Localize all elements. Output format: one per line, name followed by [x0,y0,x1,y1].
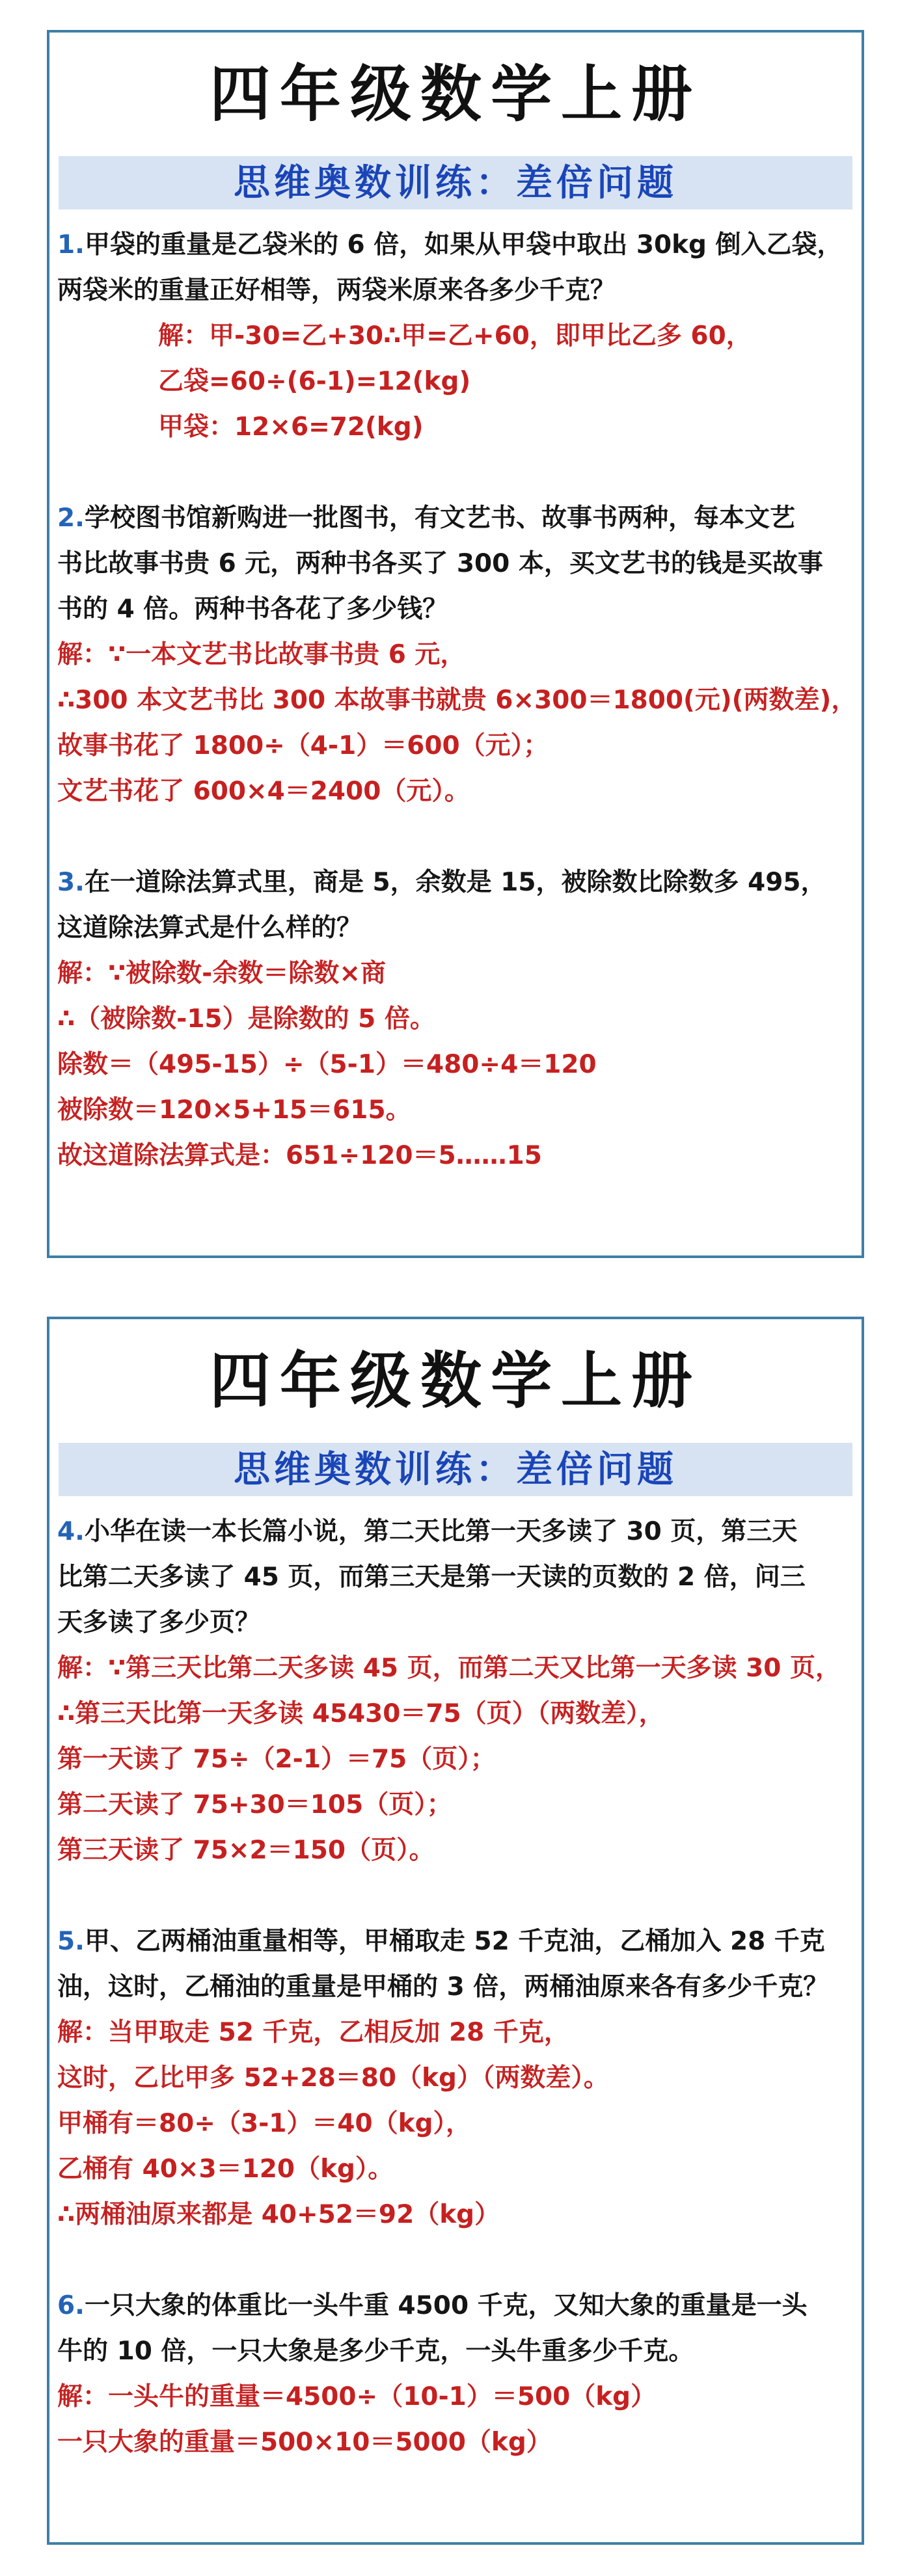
answer-line: 甲袋：12×6=72(kg) [158,412,424,442]
question-line: 两袋米的重量正好相等，两袋米原来各多少千克？ [57,276,616,305]
answer-line: 文艺书花了 600×4＝2400（元）。 [57,777,470,806]
answer-line: 故事书花了 1800÷（4-1）＝600（元）； [57,731,549,760]
answer-line: 解：∵第三天比第二天多读 45 页，而第二天又比第一天多读 30 页， [57,1654,841,1683]
question-line: 书比故事书贵 6 元，两种书各买了 300 本，买文艺书的钱是买故事 [57,549,823,578]
answer-line: 解：甲-30=乙+30∴甲=乙+60，即甲比乙多 60， [158,321,752,351]
question-line: 牛的 10 倍，一只大象是多少千克，一头牛重多少千克。 [57,2337,694,2366]
question-line: 油，这时，乙桶油的重量是甲桶的 3 倍，两桶油原来各有多少千克？ [57,1972,829,2002]
worksheet-card-1 [47,30,864,1258]
question-line: 2.学校图书馆新购进一批图书，有文艺书、故事书两种，每本文艺 [57,503,795,533]
question-line: 6.一只大象的体重比一头牛重 4500 千克，又知大象的重量是一头 [57,2291,808,2320]
question-line: 3.在一道除法算式里，商是 5，余数是 15，被除数比除数多 495， [57,868,826,897]
answer-line: 甲桶有＝80÷（3-1）＝40（kg）， [57,2109,472,2138]
question-line: 5.甲、乙两桶油重量相等，甲桶取走 52 千克油，乙桶加入 28 千克 [57,1927,825,1956]
problem-1 [57,222,854,450]
problem-3 [57,860,854,1179]
answer-line: 这时，乙比甲多 52+28＝80（kg）（两数差）。 [57,2063,609,2093]
question-line: 天多读了多少页？ [57,1608,261,1637]
answer-line: 解：一头牛的重量＝4500÷（10-1）＝500（kg） [57,2382,657,2411]
answer-line: 被除数＝120×5+15＝615。 [57,1095,411,1125]
section-subtitle: 思维奥数训练：差倍问题 [59,1443,852,1496]
problem-number: 5. [57,1927,85,1956]
problem-list [57,1509,854,2465]
worksheet-card-2 [47,1317,864,2545]
answer-line: 解：当甲取走 52 千克，乙相反加 28 千克， [57,2018,569,2047]
answer-line: 第二天读了 75+30＝105（页）； [57,1790,452,1819]
question-line: 书的 4 倍。两种书各花了多少钱？ [57,595,448,624]
answer-line: 乙袋=60÷(6-1)=12(kg) [158,367,471,396]
answer-line: ∴两桶油原来都是 40+52＝92（kg） [57,2200,500,2229]
question-line: 1.甲袋的重量是乙袋米的 6 倍，如果从甲袋中取出 30kg 倒入乙袋， [57,230,843,260]
problem-number: 4. [57,1517,85,1546]
answer-line: 除数＝（495-15）÷（5-1）＝480÷4＝120 [57,1050,597,1079]
answer-line: 故这道除法算式是：651÷120＝5……15 [57,1141,542,1170]
answer-line: 解：∵一本文艺书比故事书贵 6 元， [57,640,466,669]
question-line: 比第二天多读了 45 页，而第三天是第一天读的页数的 2 倍，问三 [57,1563,806,1592]
answer-line: ∴（被除数-15）是除数的 5 倍。 [57,1004,435,1034]
problem-list [57,222,857,1179]
problem-number: 1. [57,230,85,260]
answer-line: 解：∵被除数-余数＝除数×商 [57,959,387,988]
answer-line: 第三天读了 75×2＝150（页）。 [57,1836,435,1865]
answer-line: ∴300 本文艺书比 300 本故事书就贵 6×300＝1800(元)(两数差)， [57,686,857,715]
problem-2 [57,496,857,814]
page-title: 四年级数学上册 [209,59,701,130]
answer-line: 一只大象的重量＝500×10＝5000（kg） [57,2428,552,2457]
section-subtitle: 思维奥数训练：差倍问题 [59,156,852,209]
problem-5 [57,1919,854,2238]
answer-line: 乙桶有 40×3＝120（kg）。 [57,2154,394,2184]
page-title: 四年级数学上册 [209,1345,701,1417]
problem-6 [57,2283,854,2465]
problem-number: 2. [57,503,85,533]
answer-line: ∴第三天比第一天多读 45430＝75（页）（两数差）， [57,1699,664,1728]
problem-4 [57,1509,854,1873]
problem-number: 6. [57,2291,85,2320]
answer-line: 第一天读了 75÷（2-1）＝75（页）； [57,1745,496,1774]
question-line: 这道除法算式是什么样的？ [57,913,362,943]
question-line: 4.小华在读一本长篇小说，第二天比第一天多读了 30 页，第三天 [57,1517,798,1546]
problem-number: 3. [57,868,85,897]
